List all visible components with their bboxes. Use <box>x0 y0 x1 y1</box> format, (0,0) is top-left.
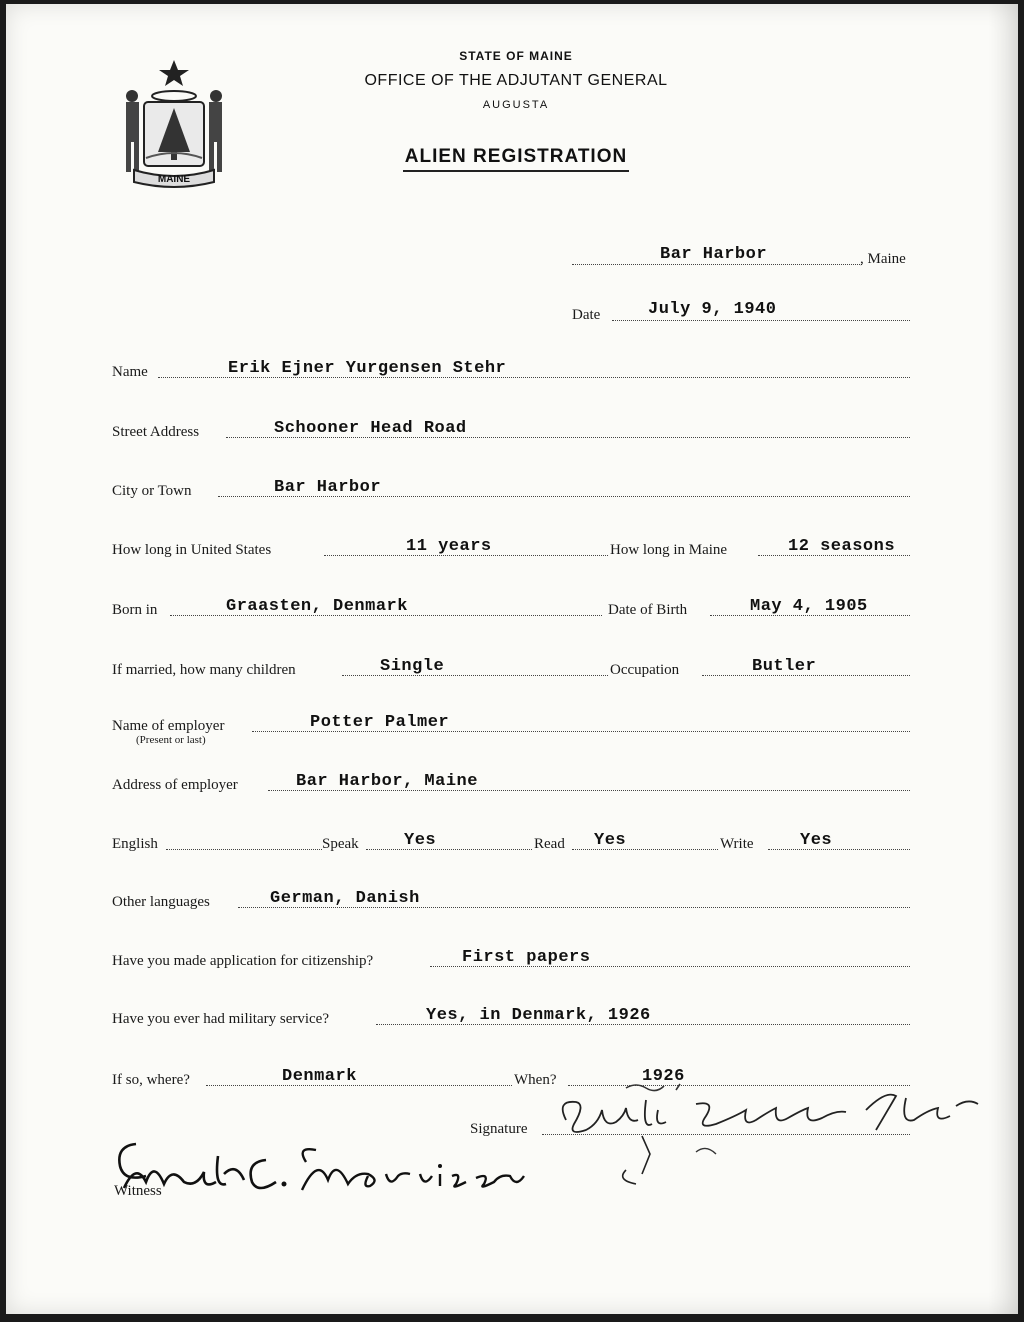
military-label: Have you ever had military service? <box>112 1011 329 1027</box>
date-value[interactable]: July 9, 1940 <box>648 300 777 319</box>
employer-value[interactable]: Potter Palmer <box>310 713 450 732</box>
place-suffix: , Maine <box>860 251 906 267</box>
speak-label: Speak <box>322 836 359 852</box>
english-label: English <box>112 836 158 852</box>
born-label: Born in <box>112 602 158 618</box>
when-value[interactable]: 1926 <box>642 1067 685 1086</box>
registration-form <box>6 4 1018 1314</box>
witness-label: Witness <box>114 1183 162 1199</box>
name-label: Name <box>112 364 148 380</box>
seal-text: MAINE <box>157 174 191 185</box>
write-label: Write <box>720 836 754 852</box>
street-value[interactable]: Schooner Head Road <box>274 419 467 438</box>
applicant-signature-icon <box>546 1080 986 1190</box>
employer-label: Name of employer <box>112 718 225 734</box>
children-value[interactable]: Single <box>380 657 445 676</box>
occupation-value[interactable]: Butler <box>752 657 817 676</box>
employer-address-value[interactable]: Bar Harbor, Maine <box>296 772 478 791</box>
maine-state-seal-icon <box>114 56 234 190</box>
employer-sublabel: (Present or last) <box>136 734 206 746</box>
employer-address-label: Address of employer <box>112 777 238 793</box>
military-value[interactable]: Yes, in Denmark, 1926 <box>426 1006 651 1025</box>
children-label: If married, how many children <box>112 662 296 678</box>
citizenship-label: Have you made application for citizenship? <box>112 953 374 969</box>
dob-label: Date of Birth <box>608 602 688 618</box>
header-city: AUGUSTA <box>482 99 550 111</box>
us-time-value[interactable]: 11 years <box>406 537 492 556</box>
when-label: When? <box>514 1072 557 1088</box>
occupation-label: Occupation <box>610 662 680 678</box>
maine-time-label: How long in Maine <box>610 542 728 558</box>
other-languages-value[interactable]: German, Danish <box>270 889 420 908</box>
other-languages-label: Other languages <box>112 894 210 910</box>
name-value[interactable]: Erik Ejner Yurgensen Stehr <box>228 359 507 378</box>
citizenship-value[interactable]: First papers <box>462 948 591 967</box>
where-value[interactable]: Denmark <box>282 1067 357 1086</box>
page-edge-shadow <box>988 4 1018 1314</box>
place-value[interactable]: Bar Harbor <box>660 245 768 264</box>
witness-signature-icon <box>106 1132 526 1212</box>
date-label: Date <box>572 307 601 323</box>
born-value[interactable]: Graasten, Denmark <box>226 597 408 616</box>
speak-value[interactable]: Yes <box>404 831 437 850</box>
maine-time-value[interactable]: 12 seasons <box>788 537 896 556</box>
read-value[interactable]: Yes <box>594 831 627 850</box>
us-time-label: How long in United States <box>112 542 272 558</box>
form-title: ALIEN REGISTRATION <box>306 146 726 168</box>
city-value[interactable]: Bar Harbor <box>274 478 382 497</box>
city-label: City or Town <box>112 483 192 499</box>
header-office: OFFICE OF THE ADJUTANT GENERAL <box>364 72 668 89</box>
read-label: Read <box>534 836 565 852</box>
dob-value[interactable]: May 4, 1905 <box>750 597 868 616</box>
street-label: Street Address <box>112 424 200 440</box>
where-label: If so, where? <box>112 1072 190 1088</box>
signature-label: Signature <box>470 1121 528 1137</box>
header-state: STATE OF MAINE <box>459 49 573 63</box>
write-value[interactable]: Yes <box>800 831 833 850</box>
